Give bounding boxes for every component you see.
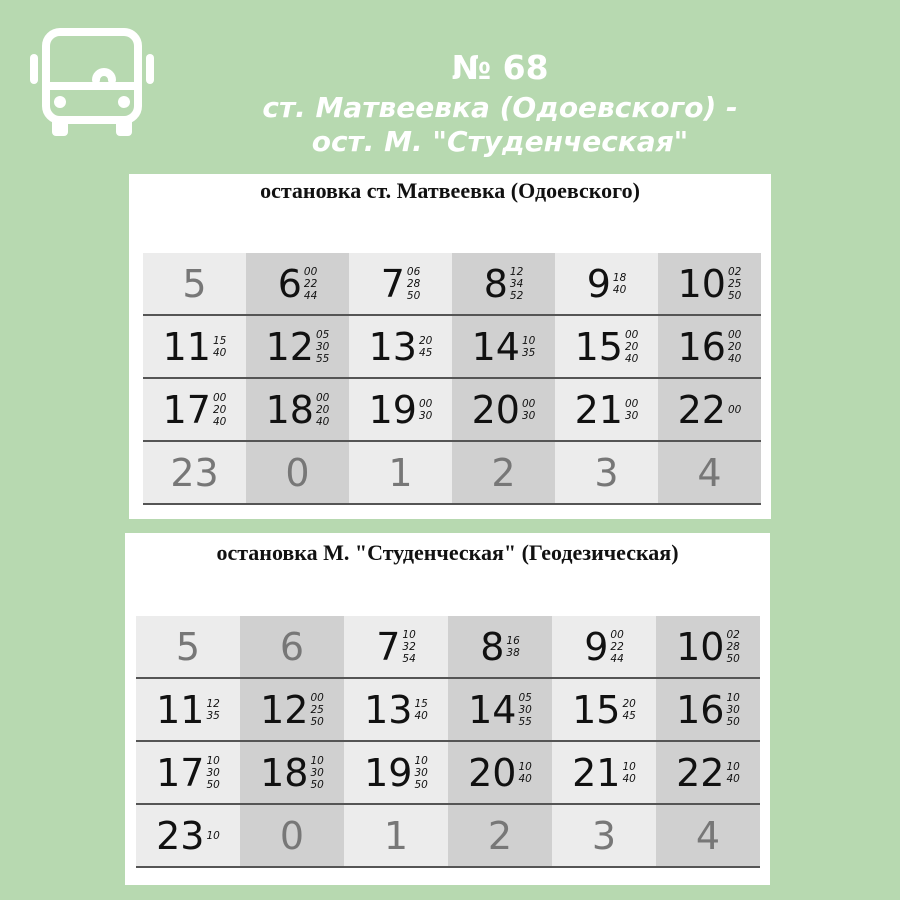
- minute-value: 50: [310, 778, 324, 791]
- minute-value: 30: [521, 409, 536, 422]
- timetable-row: [143, 253, 761, 315]
- hour-value: 16: [676, 687, 725, 732]
- hour-value: 21: [574, 387, 623, 432]
- minute-value: 00: [624, 328, 639, 341]
- hour-value: 23: [156, 813, 205, 858]
- hour-cell: [136, 804, 240, 867]
- minutes-list: [206, 698, 219, 722]
- hour-value: 8: [483, 261, 508, 306]
- hour-value: 19: [364, 750, 413, 795]
- minute-value: 00: [727, 403, 742, 416]
- minute-value: 40: [727, 352, 742, 365]
- hour-cell: [136, 678, 240, 741]
- hour-cell: [452, 253, 555, 315]
- minute-value: 20: [727, 340, 742, 353]
- minute-value: 15: [212, 334, 227, 347]
- timetable-row: [143, 441, 761, 504]
- hour-value: 0: [279, 813, 305, 858]
- minute-value: 30: [418, 409, 433, 422]
- hour-value: 13: [368, 324, 417, 369]
- minute-value: 10: [726, 760, 740, 773]
- timetable-row: [136, 616, 760, 678]
- hour-value: 18: [265, 387, 314, 432]
- minute-value: 30: [518, 703, 532, 716]
- hour-cell: [552, 678, 656, 741]
- minute-value: 00: [212, 391, 227, 404]
- minutes-list: [414, 698, 427, 722]
- minute-value: 20: [315, 403, 330, 416]
- hour-cell: [448, 616, 552, 678]
- timetable-row: [136, 741, 760, 804]
- minute-value: 25: [310, 703, 324, 716]
- minute-value: 16: [506, 634, 520, 647]
- hour-cell: [658, 378, 761, 441]
- hour-value: 9: [584, 624, 609, 669]
- minute-value: 30: [624, 409, 639, 422]
- hour-cell: [344, 804, 448, 867]
- minute-value: 06: [406, 265, 421, 278]
- minutes-list: [726, 629, 739, 665]
- minute-value: 50: [206, 778, 220, 791]
- minute-value: 00: [521, 397, 536, 410]
- minutes-list: [407, 266, 420, 302]
- minutes-list: [206, 755, 219, 791]
- minutes-list: [522, 398, 535, 422]
- minute-value: 50: [727, 289, 742, 302]
- hour-cell: [555, 378, 658, 441]
- minutes-list: [522, 335, 535, 359]
- minute-value: 10: [206, 829, 220, 842]
- minute-value: 00: [310, 691, 324, 704]
- hour-cell: [448, 741, 552, 804]
- minutes-list: [622, 698, 635, 722]
- minute-value: 50: [414, 778, 428, 791]
- minutes-list: [419, 398, 432, 422]
- hour-value: 6: [277, 261, 302, 306]
- hour-cell: [240, 804, 344, 867]
- minutes-list: [213, 335, 226, 359]
- minute-value: 28: [406, 277, 421, 290]
- minutes-list: [728, 329, 741, 365]
- hour-cell: [246, 378, 349, 441]
- minute-value: 00: [624, 397, 639, 410]
- minute-value: 50: [310, 715, 324, 728]
- hour-value: 20: [471, 387, 520, 432]
- minute-value: 34: [509, 277, 524, 290]
- hour-value: 11: [156, 687, 205, 732]
- hour-value: 20: [468, 750, 517, 795]
- hour-value: 10: [676, 624, 725, 669]
- minutes-list: [610, 629, 623, 665]
- hour-cell: [143, 253, 246, 315]
- minutes-list: [625, 329, 638, 365]
- route-name-line-2: ост. М. "Студенческая": [311, 125, 689, 158]
- minute-value: 38: [506, 646, 520, 659]
- minute-value: 25: [727, 277, 742, 290]
- minutes-list: [728, 404, 741, 416]
- hour-cell: [656, 804, 760, 867]
- hour-value: 18: [260, 750, 309, 795]
- hour-cell: [658, 441, 761, 504]
- minute-value: 10: [518, 760, 532, 773]
- minutes-list: [402, 629, 415, 665]
- schedule-panel-studencheskaya: [125, 533, 770, 885]
- hour-value: 3: [591, 813, 617, 858]
- hour-value: 22: [676, 750, 725, 795]
- minute-value: 55: [518, 715, 532, 728]
- minute-value: 55: [315, 352, 330, 365]
- minutes-list: [518, 761, 531, 785]
- hour-value: 22: [677, 387, 726, 432]
- minutes-list: [316, 392, 329, 428]
- minute-value: 20: [624, 340, 639, 353]
- hour-cell: [555, 315, 658, 378]
- hour-value: 11: [162, 324, 211, 369]
- minute-value: 10: [402, 628, 416, 641]
- hour-value: 3: [594, 450, 619, 495]
- minute-value: 02: [727, 265, 742, 278]
- hour-cell: [143, 378, 246, 441]
- hour-value: 16: [677, 324, 726, 369]
- minute-value: 00: [303, 265, 318, 278]
- minute-value: 40: [726, 772, 740, 785]
- minute-value: 22: [303, 277, 318, 290]
- minute-value: 05: [518, 691, 532, 704]
- hour-cell: [349, 253, 452, 315]
- minute-value: 50: [726, 652, 740, 665]
- hour-value: 5: [175, 624, 201, 669]
- route-number: № 68: [451, 48, 549, 87]
- hour-cell: [240, 741, 344, 804]
- hour-cell: [136, 741, 240, 804]
- minute-value: 44: [303, 289, 318, 302]
- minutes-list: [622, 761, 635, 785]
- hour-cell: [349, 378, 452, 441]
- minute-value: 40: [624, 352, 639, 365]
- minutes-list: [304, 266, 317, 302]
- hour-value: 19: [368, 387, 417, 432]
- minutes-list: [414, 755, 427, 791]
- minute-value: 50: [406, 289, 421, 302]
- route-name-line-1: ст. Матвеевка (Одоевского) -: [262, 91, 738, 124]
- hour-value: 7: [380, 261, 405, 306]
- hour-cell: [552, 804, 656, 867]
- hour-cell: [246, 315, 349, 378]
- minute-value: 30: [310, 766, 324, 779]
- minute-value: 10: [622, 760, 636, 773]
- hour-cell: [344, 616, 448, 678]
- hour-value: 4: [695, 813, 721, 858]
- hour-cell: [552, 741, 656, 804]
- minutes-list: [726, 761, 739, 785]
- hour-value: 2: [487, 813, 513, 858]
- hour-cell: [246, 441, 349, 504]
- hour-value: 0: [285, 450, 310, 495]
- minute-value: 02: [726, 628, 740, 641]
- minute-value: 40: [622, 772, 636, 785]
- hour-cell: [658, 315, 761, 378]
- minute-value: 20: [418, 334, 433, 347]
- hour-value: 13: [364, 687, 413, 732]
- hour-value: 23: [170, 450, 219, 495]
- minute-value: 30: [726, 703, 740, 716]
- hour-cell: [344, 741, 448, 804]
- minutes-list: [510, 266, 523, 302]
- hour-cell: [240, 678, 344, 741]
- minute-value: 00: [610, 628, 624, 641]
- minute-value: 44: [610, 652, 624, 665]
- hour-value: 10: [677, 261, 726, 306]
- minute-value: 35: [521, 346, 536, 359]
- hour-value: 14: [468, 687, 517, 732]
- hour-value: 4: [697, 450, 722, 495]
- hour-value: 8: [480, 624, 505, 669]
- bus-icon: [30, 28, 154, 140]
- hour-cell: [246, 253, 349, 315]
- minute-value: 10: [310, 754, 324, 767]
- hour-value: 15: [572, 687, 621, 732]
- minute-value: 54: [402, 652, 416, 665]
- hour-cell: [452, 378, 555, 441]
- minutes-list: [316, 329, 329, 365]
- hour-cell: [349, 441, 452, 504]
- minutes-list: [728, 266, 741, 302]
- hour-cell: [552, 616, 656, 678]
- timetable-row: [143, 378, 761, 441]
- minutes-list: [419, 335, 432, 359]
- minute-value: 10: [521, 334, 536, 347]
- minute-value: 10: [206, 754, 220, 767]
- minute-value: 00: [315, 391, 330, 404]
- minutes-list: [518, 692, 531, 728]
- stop-title: остановка ст. Матвеевка (Одоевского): [260, 178, 640, 203]
- minute-value: 45: [418, 346, 433, 359]
- hour-cell: [658, 253, 761, 315]
- hour-value: 12: [260, 687, 309, 732]
- hour-cell: [555, 253, 658, 315]
- minutes-list: [206, 830, 219, 842]
- minute-value: 30: [206, 766, 220, 779]
- hour-cell: [448, 804, 552, 867]
- minute-value: 10: [726, 691, 740, 704]
- minute-value: 50: [726, 715, 740, 728]
- minute-value: 30: [414, 766, 428, 779]
- hour-value: 15: [574, 324, 623, 369]
- hour-value: 6: [279, 624, 305, 669]
- minute-value: 40: [518, 772, 532, 785]
- hour-cell: [448, 678, 552, 741]
- minute-value: 35: [206, 709, 220, 722]
- minute-value: 00: [418, 397, 433, 410]
- minute-value: 40: [212, 415, 227, 428]
- hour-cell: [349, 315, 452, 378]
- minute-value: 22: [610, 640, 624, 653]
- stop-title: остановка М. "Студенческая" (Геодезическая): [216, 540, 679, 565]
- timetable-grid: [136, 616, 760, 868]
- hour-value: 17: [162, 387, 211, 432]
- hour-cell: [555, 441, 658, 504]
- hour-cell: [452, 441, 555, 504]
- minute-value: 18: [612, 271, 627, 284]
- timetable-row: [143, 315, 761, 378]
- minute-value: 28: [726, 640, 740, 653]
- minute-value: 10: [414, 754, 428, 767]
- hour-value: 1: [388, 450, 413, 495]
- hour-cell: [656, 678, 760, 741]
- minutes-list: [310, 755, 323, 791]
- minute-value: 40: [212, 346, 227, 359]
- hour-value: 1: [383, 813, 409, 858]
- minute-value: 52: [509, 289, 524, 302]
- hour-value: 17: [156, 750, 205, 795]
- minutes-list: [213, 392, 226, 428]
- minutes-list: [625, 398, 638, 422]
- hour-value: 21: [572, 750, 621, 795]
- hour-cell: [656, 741, 760, 804]
- minute-value: 30: [315, 340, 330, 353]
- minute-value: 20: [622, 697, 636, 710]
- hour-value: 14: [471, 324, 520, 369]
- hour-cell: [240, 616, 344, 678]
- timetable-row: [136, 678, 760, 741]
- hour-cell: [344, 678, 448, 741]
- minute-value: 40: [414, 709, 428, 722]
- minutes-list: [726, 692, 739, 728]
- timetable-grid: [143, 253, 761, 505]
- minutes-list: [310, 692, 323, 728]
- hour-value: 5: [182, 261, 207, 306]
- hour-cell: [143, 441, 246, 504]
- minutes-list: [506, 635, 519, 659]
- minute-value: 32: [402, 640, 416, 653]
- hour-cell: [656, 616, 760, 678]
- hour-value: 9: [586, 261, 611, 306]
- minute-value: 15: [414, 697, 428, 710]
- minute-value: 45: [622, 709, 636, 722]
- minute-value: 00: [727, 328, 742, 341]
- minute-value: 05: [315, 328, 330, 341]
- minute-value: 12: [206, 697, 220, 710]
- hour-cell: [143, 315, 246, 378]
- timetable-row: [136, 804, 760, 867]
- schedule-panel-matveevka: [129, 174, 771, 519]
- minute-value: 12: [509, 265, 524, 278]
- minute-value: 20: [212, 403, 227, 416]
- hour-value: 7: [376, 624, 401, 669]
- hour-value: 2: [491, 450, 516, 495]
- minutes-list: [613, 272, 626, 296]
- hour-cell: [452, 315, 555, 378]
- minute-value: 40: [315, 415, 330, 428]
- hour-value: 12: [265, 324, 314, 369]
- hour-cell: [136, 616, 240, 678]
- minute-value: 40: [612, 283, 627, 296]
